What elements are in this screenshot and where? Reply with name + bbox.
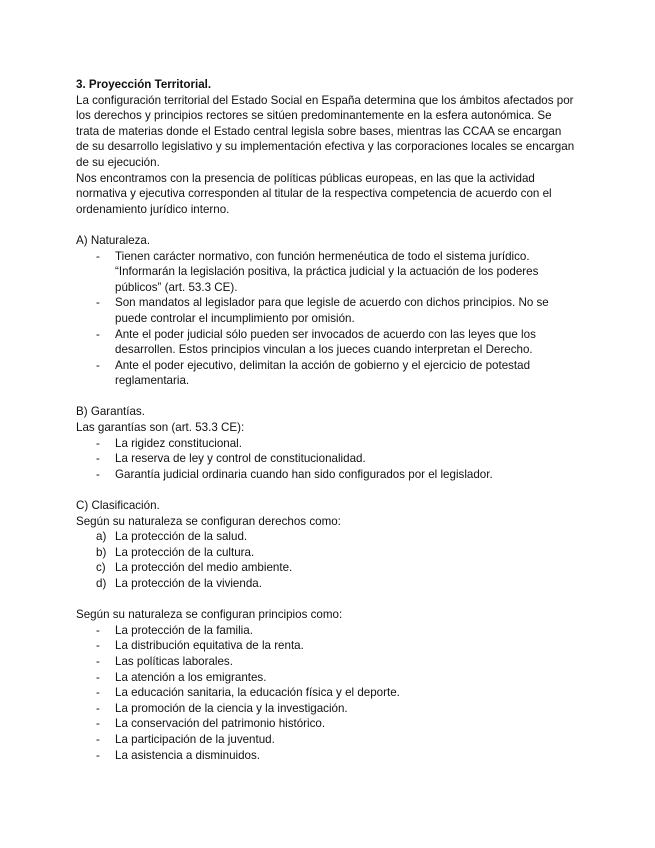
list-item: - Las políticas laborales.	[96, 654, 233, 668]
section-a-list	[76, 249, 576, 389]
bullet-marker: -	[96, 717, 100, 731]
list-item: - La rigidez constitucional.	[96, 436, 242, 450]
bullet-marker: -	[96, 639, 100, 653]
bullet-marker: -	[96, 296, 100, 310]
list-item: - La promoción de la ciencia y la investigación.	[96, 701, 348, 715]
bullet-marker: -	[96, 654, 100, 668]
principles-list	[76, 623, 576, 763]
bullet-marker: -	[96, 467, 100, 481]
list-item: - Ante el poder judicial sólo pueden ser invocados de acuerdo con las leyes que los desarrollen. Estos principios vinculan a los jueces cuando interpretan el Derecho.	[96, 327, 536, 357]
section-b-list	[76, 436, 576, 483]
section-b-intro: Las garantías son (art. 53.3 CE):	[76, 421, 245, 435]
section-3-paragraph-2: Nos encontramos con la presencia de políticas públicas europeas, en las que la actividad normativa y ejecutiva corresponden al titular de la respectiva competencia de acuerdo con el ordenamiento jurídico interno.	[76, 171, 552, 216]
bullet-marker: -	[96, 670, 100, 684]
bullet-marker: -	[96, 748, 100, 762]
list-item: - La reserva de ley y control de constitucionalidad.	[96, 452, 366, 466]
list-item: - La protección de la familia.	[96, 623, 253, 637]
rights-list	[76, 529, 576, 591]
list-item: d) La protección de la vivienda.	[96, 577, 262, 590]
section-a-heading: A) Naturaleza.	[76, 233, 151, 247]
section-c-heading: C) Clasificación.	[76, 499, 160, 513]
list-item: - La participación de la juventud.	[96, 732, 275, 746]
bullet-marker: -	[96, 686, 100, 700]
list-item: c) La protección del medio ambiente.	[96, 561, 293, 575]
list-item: - Son mandatos al legislador para que legisle de acuerdo con dichos principios. No se puede controlar el incumplimiento por omisión.	[96, 296, 549, 325]
bullet-marker: -	[96, 732, 100, 746]
list-marker: d)	[96, 577, 107, 590]
list-item: - Garantía judicial ordinaria cuando han sido configurados por el legislador.	[96, 467, 493, 481]
list-item: - Ante el poder ejecutivo, delimitan la acción de gobierno y el ejercicio de potestad reglamentaria.	[96, 358, 531, 388]
section-c-principles-intro: Según su naturaleza se configuran principios como:	[76, 608, 343, 622]
list-item: - La educación sanitaria, la educación física y el deporte.	[96, 686, 400, 700]
bullet-marker: -	[96, 623, 100, 637]
section-c-rights-intro: Según su naturaleza se configuran derechos como:	[76, 514, 341, 528]
list-item: - La conservación del patrimonio histórico.	[96, 717, 326, 731]
list-item: - La distribución equitativa de la renta.	[96, 639, 304, 653]
bullet-marker: -	[96, 701, 100, 715]
section-b-heading: B) Garantías.	[76, 405, 145, 419]
section-3-heading: 3. Proyección Territorial.	[76, 78, 212, 91]
list-item: - La atención a los emigrantes.	[96, 670, 267, 684]
list-item: - Tienen carácter normativo, con función hermenéutica de todo el sistema jurídico. “Informarán la legislación positiva, la práctica judicial y la actuación de los poderes públicos” (art. 53.3 CE).	[96, 249, 539, 294]
list-item: a) La protección de la salud.	[96, 530, 248, 544]
bullet-marker: -	[96, 327, 100, 341]
bullet-marker: -	[96, 452, 100, 466]
bullet-marker: -	[96, 249, 100, 263]
list-item: b) La protección de la cultura.	[96, 545, 255, 559]
section-3-paragraph-1: La configuración territorial del Estado Social en España determina que los ámbitos afectados por los derechos y principios rectores se sitúen predominantemente en la esfera autonómica. Se trata de materias donde el Estado central legisla sobre bases, mientras las CCAA se encargan de su desarrollo legislativo y su implementación efectiva y las corporaciones locales se encargan de su ejecución.	[76, 93, 575, 169]
document-body	[76, 77, 576, 763]
list-marker: b)	[96, 545, 107, 559]
bullet-marker: -	[96, 436, 100, 450]
bullet-marker: -	[96, 358, 100, 372]
list-marker: c)	[96, 561, 106, 575]
list-marker: a)	[96, 530, 107, 544]
list-item: - La asistencia a disminuidos.	[96, 748, 261, 762]
